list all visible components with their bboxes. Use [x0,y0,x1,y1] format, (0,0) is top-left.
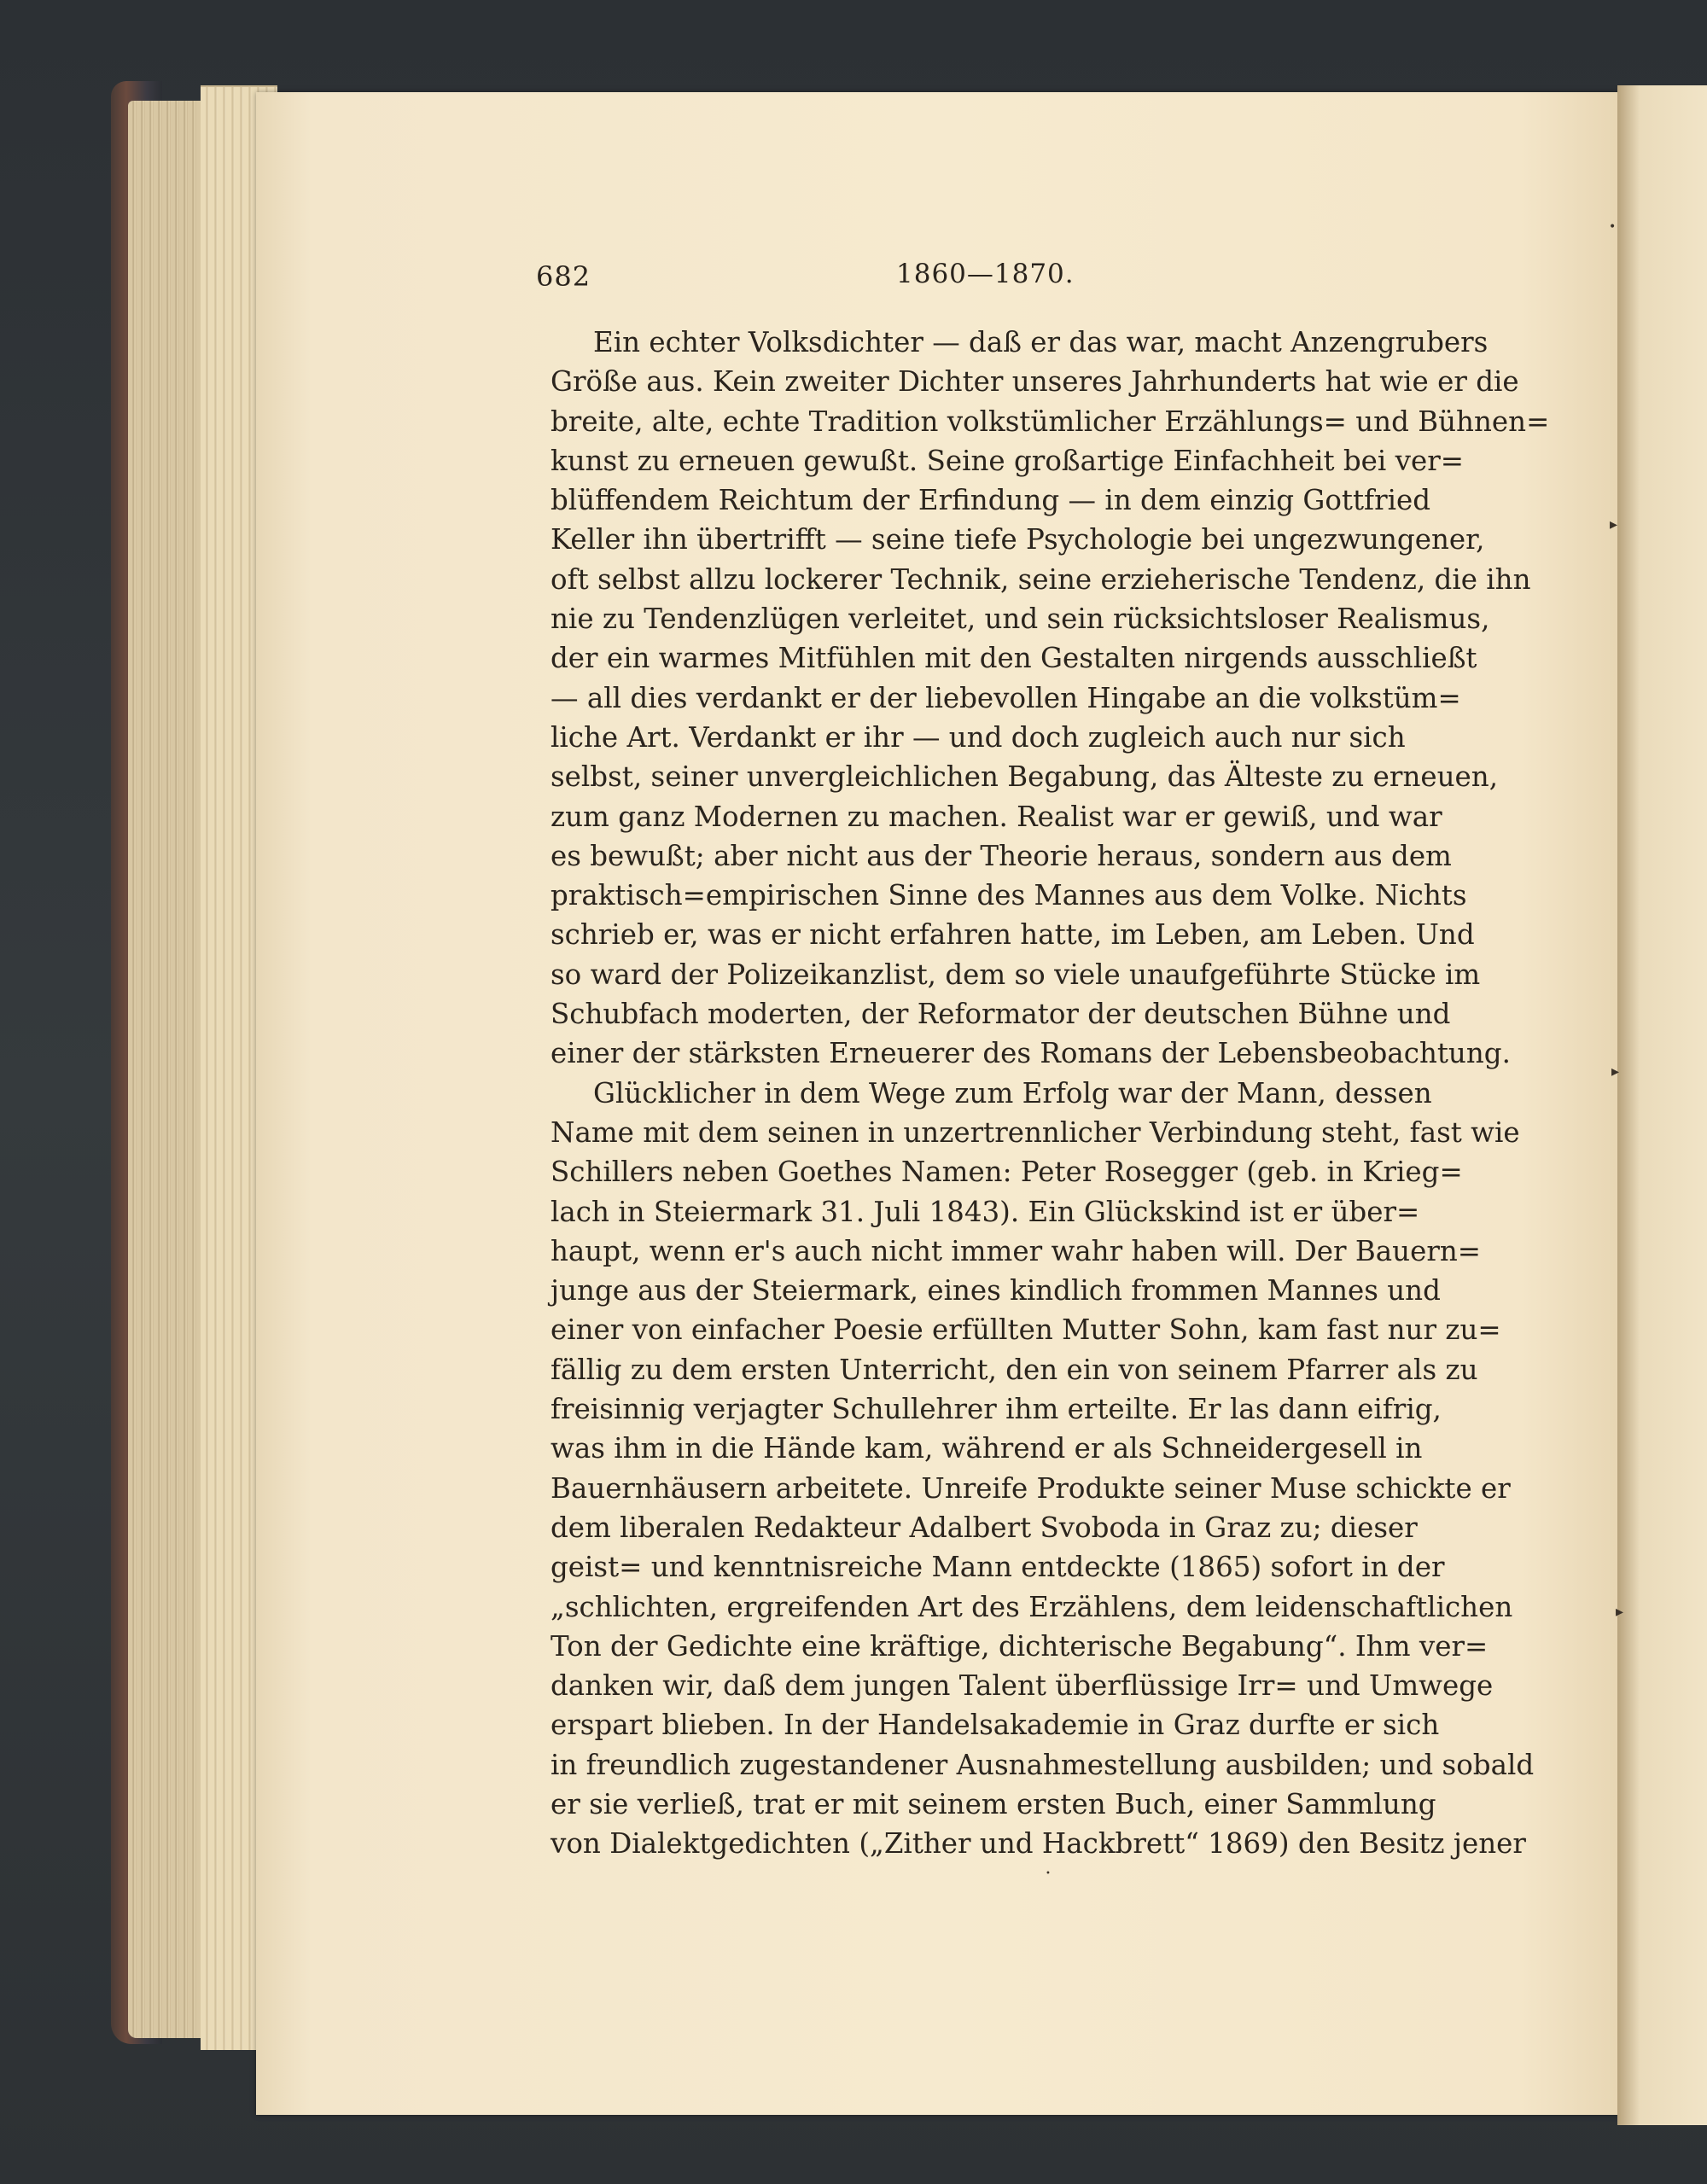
text-line: Schubfach moderten, der Reformator der deutschen Bühne und [551,998,1451,1031]
text-line: geist= und kenntnisreiche Mann entdeckte (1865) sofort in der [551,1551,1445,1584]
text-line: Größe aus. Kein zweiter Dichter unseres Jahrhunderts hat wie er die [551,365,1519,399]
text-line: praktisch=empirischen Sinne des Mannes aus dem Volke. Nichts [551,879,1467,912]
page-number: 682 [536,260,591,293]
text-line: haupt, wenn er's auch nicht immer wahr haben will. Der Bauern= [551,1234,1482,1267]
text-line: was ihm in die Hände kam, während er als Schneidergesell in [551,1432,1423,1465]
text-line: oft selbst allzu lockerer Technik, seine erzieherische Tendenz, die ihn [551,562,1531,596]
text-line: freisinnig verjagter Schullehrer ihm erteilte. Er las dann eifrig, [551,1393,1442,1426]
text-line: dem liberalen Redakteur Adalbert Svoboda in Graz zu; dieser [551,1511,1418,1544]
facing-page-edge [1617,85,1707,2125]
text-line: einer der stärksten Erneuerer des Romans der Lebensbeobachtung. [551,1037,1511,1070]
text-line: Bauernhäusern arbeitete. Unreife Produkte seiner Muse schickte er [551,1471,1511,1505]
text-line: danken wir, daß dem jungen Talent überflüssige Irr= und Umwege [551,1669,1494,1703]
text-line: von Dialektgedichten („Zither und Hackbrett“ 1869) den Besitz jener [551,1827,1526,1861]
margin-mark: ▸ [1611,1063,1620,1080]
body-text [551,323,1550,1864]
text-line: kunst zu erneuen gewußt. Seine großartige Einfachheit bei ver= [551,444,1464,477]
text-line: Name mit dem seinen in unzertrennlicher Verbindung steht, fast wie [551,1115,1520,1149]
margin-mark: ▸ [1610,515,1618,533]
text-line: der ein warmes Mitfühlen mit den Gestalten nirgends ausschließt [551,642,1477,675]
margin-mark: • [1609,220,1617,234]
margin-mark: • [1046,1869,1051,1878]
text-line: Keller ihn übertrifft — seine tiefe Psychologie bei ungezwungener, [551,523,1485,556]
text-line: selbst, seiner unvergleichlichen Begabung, das Älteste zu erneuen, [551,760,1499,794]
text-line: breite, alte, echte Tradition volkstümlicher Erzählungs= und Bühnen= [551,405,1550,438]
running-title: 1860—1870. [896,259,1075,289]
margin-mark: ▸ [1616,1603,1624,1621]
text-line: in freundlich zugestandener Ausnahmestellung ausbilden; und sobald [551,1748,1535,1781]
text-line: lach in Steiermark 31. Juli 1843). Ein Glückskind ist er über= [551,1195,1420,1228]
text-line: er sie verließ, trat er mit seinem ersten Buch, einer Sammlung [551,1787,1436,1820]
text-line: nie zu Tendenzlügen verleitet, und sein rücksichtsloser Realismus, [551,603,1490,636]
text-line: erspart blieben. In der Handelsakademie in Graz durfte er sich [551,1709,1440,1742]
text-line: so ward der Polizeikanzlist, dem so viele unaufgeführte Stücke im [551,958,1481,991]
text-line: Schillers neben Goethes Namen: Peter Rosegger (geb. in Krieg= [551,1156,1463,1189]
text-line: — all dies verdankt er der liebevollen Hingabe an die volkstüm= [551,681,1461,714]
text-line: zum ganz Modernen zu machen. Realist war er gewiß, und war [551,800,1442,833]
text-line: „schlichten, ergreifenden Art des Erzählens, dem leidenschaftlichen [551,1590,1513,1623]
text-line: junge aus der Steiermark, eines kindlich frommen Mannes und [551,1274,1441,1307]
text-line: blüffendem Reichtum der Erfindung — in dem einzig Gottfried [551,484,1431,517]
text-line: Ton der Gedichte eine kräftige, dichterische Begabung“. Ihm ver= [551,1629,1489,1663]
text-line: Glücklicher in dem Wege zum Erfolg war der Mann, dessen [593,1076,1432,1109]
text-line: es bewußt; aber nicht aus der Theorie heraus, sondern aus dem [551,839,1452,872]
text-line: schrieb er, was er nicht erfahren hatte, im Leben, am Leben. Und [551,918,1475,952]
text-line: liche Art. Verdankt er ihr — und doch zugleich auch nur sich [551,720,1406,754]
text-line: einer von einfacher Poesie erfüllten Mutter Sohn, kam fast nur zu= [551,1313,1501,1347]
text-line: fällig zu dem ersten Unterricht, den ein von seinem Pfarrer als zu [551,1353,1478,1386]
text-line: Ein echter Volksdichter — daß er das war, macht Anzengrubers [593,326,1489,358]
